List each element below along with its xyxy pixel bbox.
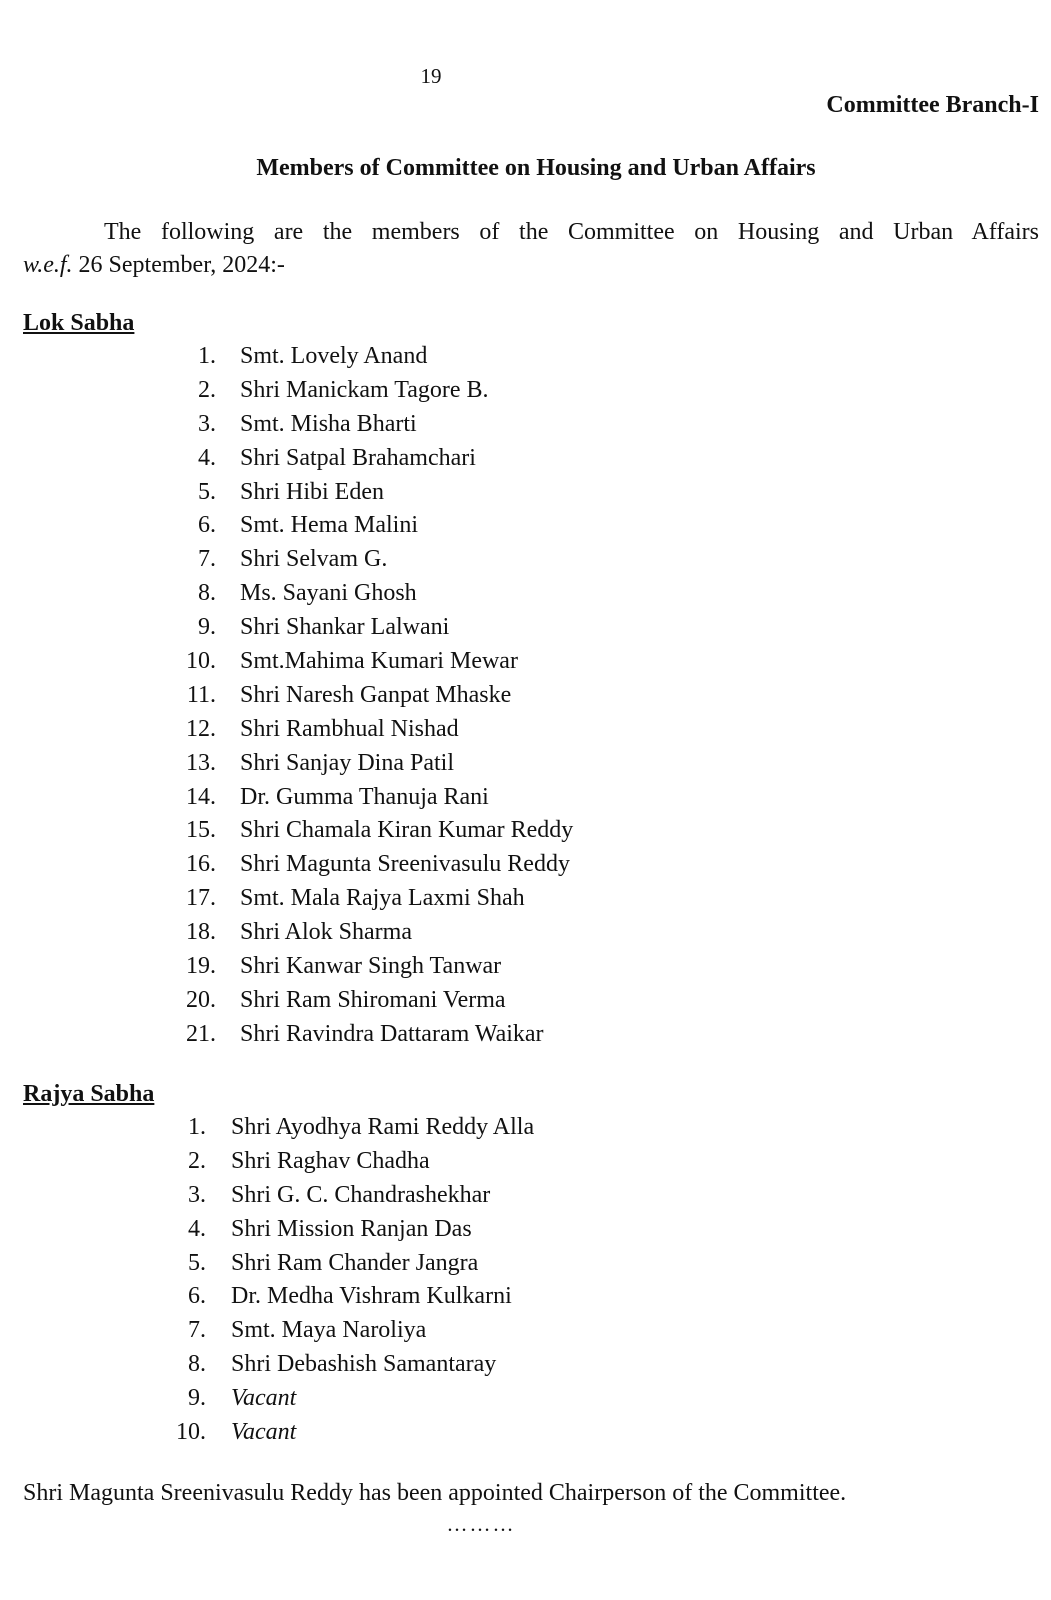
member-item	[0, 848, 573, 882]
member-number: 18.	[186, 919, 216, 946]
member-name: Shri Naresh Ganpat Mhaske	[240, 681, 512, 708]
end-marker: ………	[446, 1512, 516, 1536]
member-item	[0, 713, 573, 747]
member-item	[0, 1382, 534, 1416]
member-item	[0, 1145, 534, 1179]
member-item	[0, 577, 573, 611]
member-name: Dr. Medha Vishram Kulkarni	[231, 1283, 512, 1310]
rajya-sabha-member-list	[0, 1111, 534, 1450]
member-number: 12.	[186, 715, 216, 742]
intro-line-1: The following are the members of the Committee on Housing and Urban Affairs	[104, 219, 1039, 245]
member-number: 20.	[186, 986, 216, 1013]
member-item	[0, 984, 573, 1018]
wef-abbreviation: w.e.f.	[23, 252, 73, 278]
member-name: Smt.Mahima Kumari Mewar	[240, 648, 518, 675]
member-item	[0, 814, 573, 848]
member-item	[0, 1179, 534, 1213]
member-number: 7.	[188, 1317, 206, 1344]
member-number: 19.	[186, 953, 216, 980]
member-name: Ms. Sayani Ghosh	[240, 580, 417, 607]
vacant-seat: Vacant	[231, 1419, 297, 1446]
member-item	[0, 882, 573, 916]
member-item	[0, 1416, 534, 1450]
member-name: Shri Ayodhya Rami Reddy Alla	[231, 1114, 535, 1140]
member-number: 7.	[198, 546, 216, 573]
member-name: Shri Kanwar Singh Tanwar	[240, 953, 502, 980]
member-name: Shri Ravindra Dattaram Waikar	[240, 1020, 544, 1047]
member-name: Shri Sanjay Dina Patil	[240, 749, 454, 776]
intro-line-2	[23, 249, 1039, 282]
member-number: 10.	[186, 648, 216, 675]
member-number: 6.	[188, 1283, 206, 1310]
member-number: 17.	[186, 885, 216, 912]
member-name: Smt. Misha Bharti	[240, 410, 417, 437]
member-number: 21.	[186, 1020, 216, 1047]
member-item	[0, 408, 573, 442]
member-number: 10.	[176, 1419, 206, 1446]
member-number: 15.	[186, 817, 216, 844]
member-name: Shri Satpal Brahamchari	[240, 444, 476, 471]
member-item	[0, 1111, 534, 1145]
member-number: 1.	[188, 1114, 206, 1140]
member-item	[0, 509, 573, 543]
member-name: Shri Magunta Sreenivasulu Reddy	[240, 851, 570, 878]
member-item	[0, 1213, 534, 1247]
member-number: 4.	[188, 1215, 206, 1242]
member-item	[0, 950, 573, 984]
member-name: Shri Selvam G.	[240, 546, 388, 573]
branch-heading: Committee Branch-I	[826, 92, 1039, 118]
member-number: 8.	[188, 1351, 206, 1378]
member-number: 4.	[198, 444, 216, 471]
member-name: Shri Rambhual Nishad	[240, 715, 459, 742]
member-number: 9.	[198, 614, 216, 641]
member-item	[0, 442, 573, 476]
member-name: Shri Hibi Eden	[240, 478, 384, 505]
member-name: Shri Alok Sharma	[240, 919, 412, 946]
vacant-seat: Vacant	[231, 1385, 297, 1412]
member-name: Shri Mission Ranjan Das	[231, 1215, 472, 1242]
member-number: 8.	[198, 580, 216, 607]
member-number: 11.	[186, 681, 216, 708]
member-item	[0, 1280, 534, 1314]
member-name: Shri Chamala Kiran Kumar Reddy	[240, 817, 574, 844]
member-name: Shri Ram Chander Jangra	[231, 1249, 479, 1276]
member-item	[0, 1247, 534, 1281]
member-item	[0, 781, 573, 815]
member-number: 13.	[186, 749, 216, 776]
member-item	[0, 1018, 573, 1052]
member-name: Smt. Maya Naroliya	[231, 1317, 427, 1344]
member-number: 14.	[186, 783, 216, 810]
member-name: Shri G. C. Chandrashekhar	[231, 1181, 491, 1208]
member-name: Smt. Hema Malini	[240, 512, 418, 539]
member-item	[0, 374, 573, 408]
rajya-sabha-heading: Rajya Sabha	[23, 1081, 155, 1107]
member-name: Shri Manickam Tagore B.	[240, 376, 489, 403]
member-name: Shri Debashish Samantaray	[231, 1351, 497, 1378]
member-item	[0, 645, 573, 679]
member-item	[0, 1348, 534, 1382]
member-name: Shri Ram Shiromani Verma	[240, 986, 506, 1013]
member-name: Shri Raghav Chadha	[231, 1147, 430, 1174]
lok-sabha-member-list	[0, 340, 573, 1052]
member-item	[0, 747, 573, 781]
member-number: 5.	[188, 1249, 206, 1276]
member-item	[0, 340, 573, 374]
member-name: Shri Shankar Lalwani	[240, 614, 450, 641]
member-number: 3.	[188, 1181, 206, 1208]
member-number: 1.	[198, 343, 216, 369]
member-number: 2.	[198, 376, 216, 403]
document-title: Members of Committee on Housing and Urban Affairs	[256, 155, 816, 181]
member-number: 2.	[188, 1147, 206, 1174]
member-item	[0, 1314, 534, 1348]
member-item	[0, 679, 573, 713]
member-number: 9.	[188, 1385, 206, 1412]
member-name: Dr. Gumma Thanuja Rani	[240, 783, 489, 810]
lok-sabha-heading: Lok Sabha	[23, 310, 135, 336]
page-number: 19	[420, 64, 442, 88]
member-number: 6.	[198, 512, 216, 539]
member-item	[0, 611, 573, 645]
member-name: Smt. Lovely Anand	[240, 343, 428, 369]
member-item	[0, 476, 573, 510]
member-item	[0, 916, 573, 950]
member-name: Smt. Mala Rajya Laxmi Shah	[240, 885, 525, 912]
member-number: 16.	[186, 851, 216, 878]
intro-paragraph	[23, 216, 1039, 282]
member-number: 5.	[198, 478, 216, 505]
chairperson-note: Shri Magunta Sreenivasulu Reddy has been appointed Chairperson of the Committee.	[23, 1480, 847, 1506]
member-item	[0, 543, 573, 577]
member-number: 3.	[198, 410, 216, 437]
effective-date: 26 September, 2024:-	[72, 252, 285, 278]
